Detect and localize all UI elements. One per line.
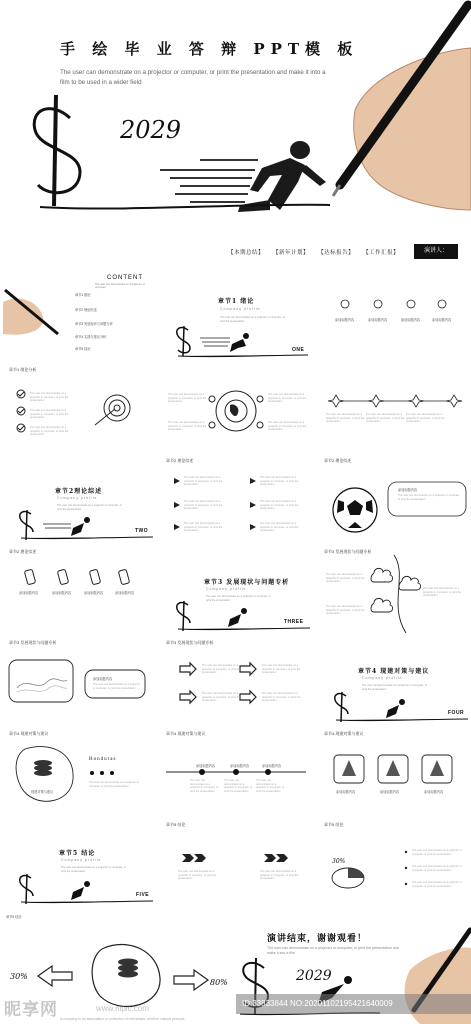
item-body: The user can demonstrate on a projector or computer, or print the presentation bbox=[224, 779, 253, 793]
chapter-number: FIVE bbox=[136, 892, 150, 898]
item-body: The user can demonstrate on a projector or computer, or print the presentation bbox=[168, 393, 207, 403]
clouds-slide bbox=[318, 545, 471, 633]
slide-label: 章节3 发展现状与问题专析 bbox=[166, 640, 214, 645]
slide-label: 章节2 理论综述 bbox=[324, 458, 352, 463]
item-label: 添加标题内容 bbox=[335, 318, 355, 322]
chapter-four-slide bbox=[318, 636, 471, 724]
item-body: The user can demonstrate on a projector or computer, or print the presentation bbox=[168, 421, 207, 431]
item-body: The user can demonstrate on a projector or computer, or print the presentation bbox=[30, 392, 69, 402]
chapter-sub: Company profile bbox=[206, 587, 247, 591]
item-label: 添加标题内容 bbox=[424, 790, 444, 794]
contents-item[interactable]: 章节4 实践与建议分析 bbox=[75, 335, 107, 339]
item-label: 添加标题内容 bbox=[115, 591, 135, 595]
arrow-list-slide bbox=[160, 636, 313, 724]
contents-item[interactable]: 章节2 理论综述 bbox=[75, 308, 97, 312]
item-body: The user can demonstrate on a projector or computer, or print the presentation bbox=[184, 476, 223, 486]
chapter-title: 章节5 结论 bbox=[59, 850, 96, 857]
item-body: The user can demonstrate on a projector or computer, or print the presentation bbox=[366, 413, 405, 423]
coins-bubble-icon bbox=[3, 727, 156, 815]
runner-icon bbox=[160, 272, 313, 360]
chapter-sub: Company profile bbox=[57, 496, 98, 500]
item-label: 添加标题内容 bbox=[398, 488, 418, 492]
chapter-number: FOUR bbox=[448, 710, 465, 716]
chapter-three-slide bbox=[160, 545, 313, 633]
chapter-number: TWO bbox=[135, 528, 149, 534]
item-body: The user can demonstrate on a projector or computer, or print the presentation bbox=[412, 881, 462, 888]
timeline-slide bbox=[160, 727, 313, 815]
item-body: The user can demonstrate on a projector or computer, or print the presentation bbox=[184, 522, 223, 532]
arrow-icons bbox=[160, 636, 313, 724]
item-body: The user can demonstrate on a projector or computer, or print the presentation bbox=[89, 781, 139, 788]
percent-label: 30% bbox=[332, 858, 346, 865]
chapter-body: The user can demonstrate on a projector or computer, or print the presentation bbox=[206, 595, 272, 602]
globe-cycle-slide bbox=[160, 363, 313, 451]
football-slide bbox=[318, 454, 471, 542]
slide-label: 章节3 发展现状与问题专析 bbox=[324, 549, 372, 554]
runner-icon bbox=[238, 141, 326, 212]
item-body: The user can demonstrate on a projector or computer, or print the presentation bbox=[184, 500, 223, 510]
four-pills-slide bbox=[3, 545, 156, 633]
chapter-title: 章节4 现建对策与建议 bbox=[358, 668, 430, 675]
watermark-url[interactable]: www.nipic.com bbox=[96, 1004, 149, 1013]
item-body: The user can demonstrate on a projector or computer, or print the presentation bbox=[423, 587, 462, 597]
chevron-slide bbox=[160, 818, 313, 906]
hero-tag: 【本期总结】 bbox=[228, 250, 265, 256]
pill-icons bbox=[3, 545, 156, 633]
item-body: The user can demonstrate on a projector or computer, or print the presentation bbox=[268, 393, 307, 403]
slide-label: 章节4 现建对策与建议 bbox=[9, 731, 49, 736]
chapter-sub: Company profile bbox=[362, 676, 403, 680]
item-label: 添加标题内容 bbox=[230, 764, 250, 768]
hero-year: 2029 bbox=[120, 116, 182, 144]
runner-icon bbox=[3, 454, 156, 542]
item-body: The user can demonstrate on a projector or computer, or print the presentation bbox=[326, 605, 365, 615]
item-body: The user can demonstrate on a projector or computer, or print the presentation bbox=[260, 476, 299, 486]
chapter-body: The user can demonstrate on a projector or computer, or print the presentation bbox=[362, 684, 428, 691]
watermark-brand: 昵享网 bbox=[4, 1000, 58, 1020]
hero-illustration bbox=[0, 0, 471, 268]
honduras-label: Honduras bbox=[89, 757, 117, 762]
slide-label: 章节4 现建对策与建议 bbox=[166, 731, 206, 736]
hero-title: 手 绘 毕 业 答 辩 PPT模 板 bbox=[60, 40, 359, 58]
chapter-one-slide bbox=[160, 272, 313, 360]
item-body: The user can demonstrate on a projector or computer, or print the presentation bbox=[260, 500, 299, 510]
chapter-body: The user can demonstrate on a projector or computer, or print the presentation bbox=[220, 316, 286, 323]
slide-label: 章节2 理论综述 bbox=[166, 458, 194, 463]
hero-tag: 【工作汇报】 bbox=[363, 250, 400, 256]
chapter-body: The user can demonstrate on a projector or computer, or print the presentation bbox=[57, 504, 123, 511]
timeline-icon bbox=[160, 727, 313, 815]
chapter-sub: Company profile bbox=[220, 307, 261, 311]
item-label: 添加标题内容 bbox=[52, 591, 72, 595]
chapter-body: The user can demonstrate on a projector or computer, or print the presentation bbox=[61, 866, 127, 873]
stars-slide bbox=[318, 363, 471, 451]
item-body: The user can demonstrate on a projector or computer, or print the presentation bbox=[326, 573, 365, 583]
item-body: The user can demonstrate on a projector or computer, or print the presentation bbox=[202, 692, 241, 702]
item-label: 添加标题内容 bbox=[380, 790, 400, 794]
item-label: 添加标题内容 bbox=[432, 318, 452, 322]
dollar-sign-icon bbox=[34, 95, 80, 206]
globe-cycle-icon bbox=[160, 363, 313, 451]
contents-item[interactable]: 章节3 发展现状与问题专析 bbox=[75, 322, 113, 326]
chevron-icons bbox=[160, 818, 313, 906]
chapter-title: 章节1 绪论 bbox=[218, 298, 255, 305]
speed-lines bbox=[160, 160, 258, 202]
slide-label: 章节3 发展现状与问题专析 bbox=[9, 640, 57, 645]
hand-holding-pen-icon bbox=[333, 5, 471, 210]
item-body: The user can demonstrate on a projector or computer, or print the presentation bbox=[93, 683, 140, 690]
item-label: 添加标题内容 bbox=[84, 591, 104, 595]
item-body: The user can demonstrate on a projector or computer, or print the presentation bbox=[268, 421, 307, 431]
pie-sketch-icon bbox=[318, 818, 471, 906]
footer-text: A company is an association or collection of individuals, whether natural persons bbox=[60, 1017, 185, 1021]
item-body: The user can demonstrate on a projector or computer, or print the presentation bbox=[178, 870, 217, 880]
slide-label: 章节5 结论 bbox=[6, 915, 22, 919]
line-chart-slide bbox=[3, 636, 156, 724]
percent-label: 30% bbox=[10, 972, 28, 981]
six-list-slide bbox=[160, 454, 313, 542]
item-body: The user can demonstrate on a projector or computer, or print the presentation bbox=[262, 664, 301, 674]
contents-item[interactable]: 章节5 结论 bbox=[75, 347, 91, 351]
pie-slide bbox=[318, 818, 471, 906]
ending-title: 演讲结束，谢谢观看！ bbox=[267, 934, 368, 944]
item-body: The user can demonstrate on a projector or computer, or print the presentation bbox=[412, 849, 462, 856]
hero-slide bbox=[0, 0, 471, 268]
runner-icon bbox=[3, 818, 156, 906]
item-label: 添加标题内容 bbox=[196, 764, 216, 768]
slide-label: 章节4 现建对策与建议 bbox=[324, 731, 364, 736]
hero-tag-row bbox=[228, 248, 406, 256]
tree-frames-slide bbox=[318, 727, 471, 815]
chapter-title: 章节2理论综述 bbox=[55, 488, 103, 495]
chapter-number: THREE bbox=[284, 619, 304, 625]
slide-label: 章节5 结论 bbox=[324, 822, 344, 827]
chapter-sub: Company profile bbox=[61, 858, 102, 862]
item-body: The user can demonstrate on a projector or computer, or print the presentation bbox=[260, 870, 299, 880]
chart-sketch-icon bbox=[3, 636, 156, 724]
item-label: 添加标题内容 bbox=[336, 790, 356, 794]
item-body: The user can demonstrate on a projector or computer, or print the presentation bbox=[262, 692, 301, 702]
hero-tag: 【达标报告】 bbox=[318, 250, 355, 256]
item-label: 添加标题内容 bbox=[262, 764, 282, 768]
contents-item[interactable]: 章节1 绪论 bbox=[75, 293, 91, 297]
star-icons bbox=[318, 363, 471, 451]
slide-label: 章节2 理论综述 bbox=[9, 549, 37, 554]
item-label: 添加标题内容 bbox=[401, 318, 421, 322]
image-id-bar: ID:33833844 NO:20201102195421640009 bbox=[236, 994, 471, 1014]
item-body: The user can demonstrate on a projector or computer, or print the presentation bbox=[406, 413, 445, 423]
item-body: The user can demonstrate on a projector or computer, or print the presentation bbox=[30, 426, 69, 436]
item-label: 添加标题内容 bbox=[19, 591, 39, 595]
item-body: The user can demonstrate on a projector or computer, or print the presentation bbox=[202, 664, 241, 674]
bulb-icons bbox=[318, 272, 471, 360]
item-body: The user can demonstrate on a projector or computer, or print the presentation bbox=[398, 494, 460, 501]
percent-label: 80% bbox=[210, 978, 228, 987]
item-body: The user can demonstrate on a projector or computer, or print the presentation bbox=[412, 865, 462, 872]
hero-tag: 【新年计划】 bbox=[273, 250, 310, 256]
hero-subtitle: The user can demonstrate on a projector or computer, or print the presentation and make it into a film to be used in a wider field bbox=[60, 69, 326, 87]
item-label: 添加标题内容 bbox=[368, 318, 388, 322]
item-body: The user can demonstrate on a projector or computer, or print the presentation bbox=[326, 413, 365, 423]
item-body: The user can demonstrate on a projector or computer, or print the presentation bbox=[260, 522, 299, 532]
item-body: The user can demonstrate on a projector or computer, or print the presentation bbox=[30, 409, 69, 419]
item-body: The user can demonstrate on a projector or computer, or print the presentation bbox=[256, 779, 285, 793]
ending-subtitle: The user can demonstrate on a projector or computer, or print the presentation and make it into a film bbox=[267, 946, 399, 956]
tree-frame-icons bbox=[318, 727, 471, 815]
chapter-five-slide bbox=[3, 818, 156, 906]
target-slide bbox=[3, 363, 156, 451]
slide-label: 章节1 绪论分析 bbox=[9, 367, 37, 372]
slide-label: 章节5 结论 bbox=[166, 822, 186, 827]
item-body: The user can demonstrate on a projector or computer, or print the presentation bbox=[190, 779, 219, 793]
contents-slide bbox=[3, 272, 156, 360]
item-label: 添加标题内容 bbox=[93, 677, 113, 681]
chapter-title: 章节3 发展现状与问题专析 bbox=[204, 579, 290, 586]
bubble-text: 现建对策与建议 bbox=[31, 790, 54, 794]
four-bulbs-slide bbox=[318, 272, 471, 360]
contents-heading: CONTENT bbox=[107, 275, 143, 281]
chapter-number: ONE bbox=[292, 347, 305, 353]
coins-slide bbox=[3, 727, 156, 815]
check-target-icons bbox=[3, 363, 156, 451]
contents-subtitle: The user can demonstrate on a projector or computer bbox=[95, 283, 145, 289]
ending-year: 2029 bbox=[296, 968, 332, 984]
presenter-label: 演讲人： bbox=[414, 244, 458, 259]
chapter-two-slide bbox=[3, 454, 156, 542]
